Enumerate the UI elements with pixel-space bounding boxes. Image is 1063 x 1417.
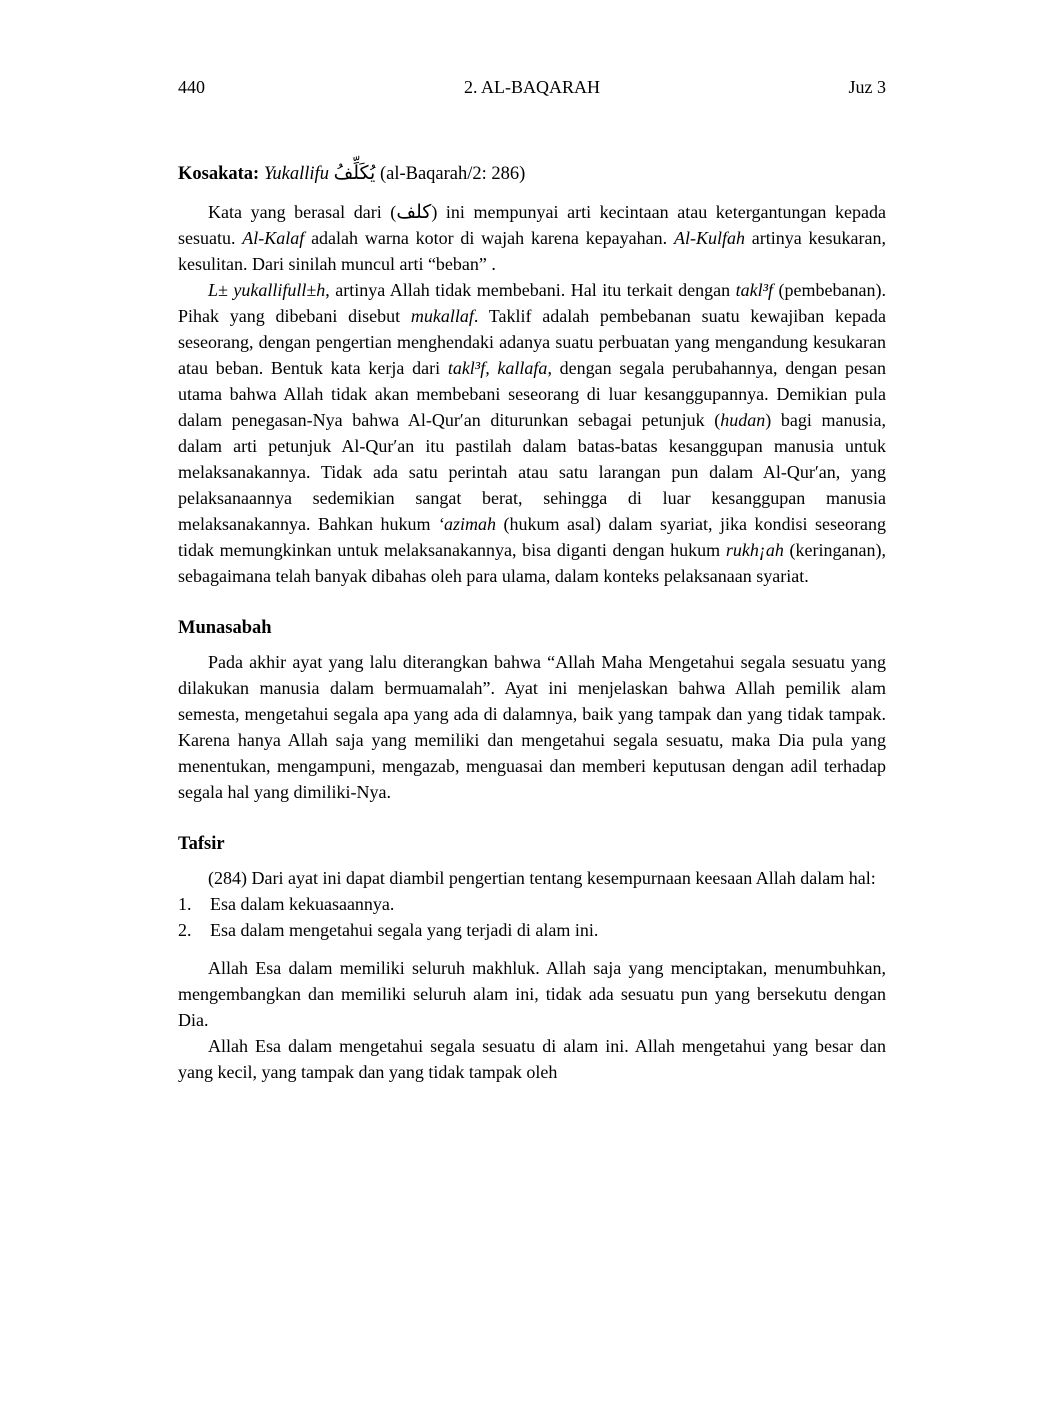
- text-run: Al-Kulfah: [673, 228, 745, 248]
- paragraph: [178, 199, 886, 277]
- text-run: Esa dalam kekuasaannya.: [210, 894, 395, 914]
- text-run: Al-Kalaf: [242, 228, 305, 248]
- text-run: L± yukallifull±h: [208, 280, 326, 300]
- content-blocks: [178, 160, 886, 1085]
- text-run: (pembebanan). Pihak yang dibebani disebut: [178, 280, 886, 326]
- section-heading: [178, 615, 886, 641]
- running-title: 2. AL-BAQARAH: [463, 77, 600, 97]
- section-heading: [178, 160, 886, 187]
- list-item-number: 1.: [178, 894, 192, 914]
- arabic-text: يُكَلِّفُ: [333, 162, 376, 184]
- text-run: adalah warna kotor di wajah karena kepayahan.: [304, 228, 674, 248]
- text-run: , artinya Allah tidak membebani. Hal itu terkait dengan: [325, 280, 736, 300]
- juz-label: Juz 3: [848, 77, 886, 97]
- paragraph: [178, 955, 886, 1033]
- text-run: Kosakata:: [178, 164, 264, 184]
- text-run: ) bagi manusia, dalam arti petunjuk Al-Qur′an itu pastilah dalam batas-batas kesanggupan manusia untuk melaksanakannya. Tidak ada satu perintah atau satu larangan pun dalam Al-Qur′an, yang pelaksanaannya sedemikian sangat berat, sehingga di luar kesanggupan manusia melaksanakannya. Bahkan hukum: [178, 410, 886, 534]
- list-item: [178, 891, 886, 917]
- text-run: (al-Baqarah/2: 286): [375, 164, 526, 184]
- text-run: Pada akhir ayat yang lalu diterangkan bahwa “Allah Maha Mengetahui segala sesuatu yang dilakukan manusia dalam bermuamalah”. Ayat ini menjelaskan bahwa Allah pemilik alam semesta, mengetahui segala apa yang ada di dalamnya, baik yang tampak dan yang tidak tampak. Karena hanya Allah saja yang memiliki dan mengetahui segala sesuatu, maka Dia pula yang menentukan, mengampuni, mengazab, menguasai dan memberi keputusan dengan adil terhadap segala hal yang dimiliki-Nya.: [178, 652, 886, 802]
- section-heading: [178, 831, 886, 857]
- text-run: Esa dalam mengetahui segala yang terjadi di alam ini.: [210, 920, 599, 940]
- text-run: Allah Esa dalam memiliki seluruh makhluk. Allah saja yang menciptakan, menumbuhkan, mengembangkan dan memiliki seluruh alam ini, tidak ada sesuatu pun yang bersekutu dengan Dia.: [178, 958, 886, 1030]
- paragraph: [178, 1033, 886, 1085]
- page-number: 440: [178, 77, 205, 97]
- text-run: artinya kesukaran, kesulitan. Dari sinilah muncul arti “beban” .: [178, 228, 886, 274]
- page-header: [178, 76, 886, 98]
- text-run: (284) Dari ayat ini dapat diambil pengertian tentang kesempurnaan keesaan Allah dalam hal:: [208, 868, 876, 888]
- list-item: [178, 917, 886, 943]
- text-run: Kata yang berasal dari (: [208, 202, 397, 222]
- text-run: takl³f, kallafa: [447, 358, 548, 378]
- text-run: . Taklif adalah pembebanan suatu kewajiban kepada seseorang, dengan pengertian menghendaki adanya suatu perbuatan yang mengandung kesukaran atau beban. Bentuk kata kerja dari: [178, 306, 886, 378]
- text-run: (hukum asal) dalam syariat, jika kondisi seseorang tidak memungkinkan untuk melaksanakannya, bisa diganti dengan hukum: [178, 514, 886, 560]
- text-run: Yukallifu: [263, 164, 334, 184]
- text-run: mukallaf: [410, 306, 474, 326]
- paragraph: [178, 865, 886, 891]
- numbered-list: [178, 891, 886, 943]
- text-run: hudan: [720, 410, 766, 430]
- arabic-text: كلف: [396, 201, 432, 223]
- text-run: , dengan segala perubahannya, dengan pesan utama bahwa Allah tidak akan membebani seseorang di luar kesanggupannya. Demikian pula dalam penegasan-Nya bahwa Al-Qur′an diturunkan sebagai petunjuk (: [178, 358, 886, 430]
- list-item-number: 2.: [178, 920, 192, 940]
- text-run: ) ini mempunyai arti kecintaan atau ketergantungan kepada sesuatu.: [178, 202, 887, 248]
- text-run: Munasabah: [178, 618, 272, 638]
- text-run: Allah Esa dalam mengetahui segala sesuatu di alam ini. Allah mengetahui yang besar dan yang kecil, yang tampak dan yang tidak tampak oleh: [178, 1036, 886, 1082]
- paragraph: [178, 649, 886, 805]
- text-run: ‘azimah: [437, 514, 496, 534]
- text-run: rukh¡ah: [725, 540, 784, 560]
- text-run: Tafsir: [178, 834, 225, 854]
- paragraph: [178, 277, 886, 589]
- text-run: takl³f: [735, 280, 774, 300]
- text-run: (keringanan), sebagaimana telah banyak dibahas oleh para ulama, dalam konteks pelaksanaan syariat.: [178, 540, 886, 586]
